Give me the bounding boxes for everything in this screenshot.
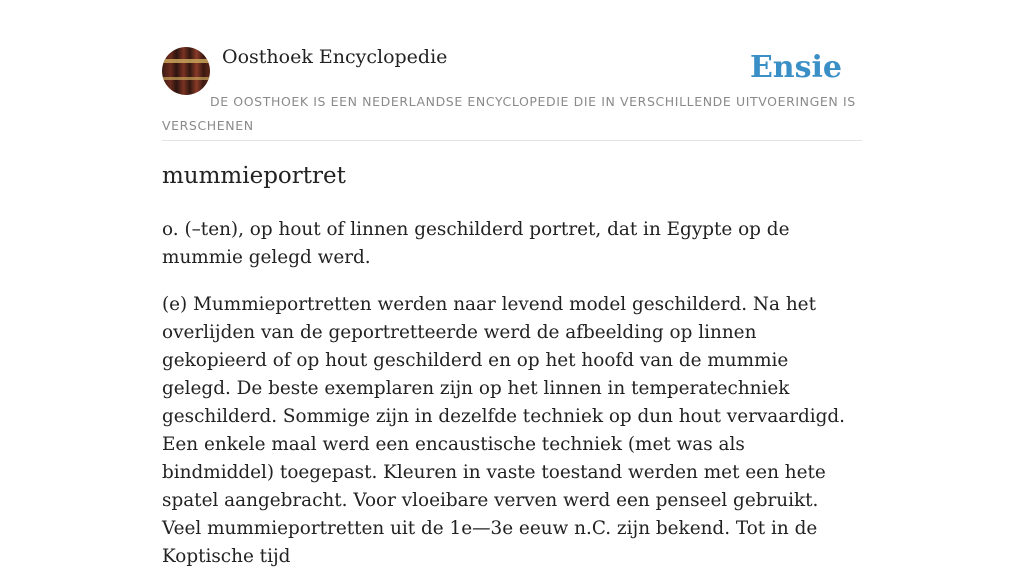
site-header	[162, 0, 862, 141]
site-name[interactable]: Oosthoek Encyclopedie	[222, 46, 448, 68]
encyclopedia-avatar[interactable]	[162, 47, 210, 95]
avatar-band	[162, 77, 210, 80]
page-container	[162, 0, 862, 567]
article-title: mummieportret	[162, 163, 346, 189]
article-paragraph: o. (–ten), op hout of linnen geschilderd portret, dat in Egypte op de mummie gelegd werd.	[162, 219, 790, 268]
avatar-band	[162, 59, 210, 63]
article-paragraph: (e) Mummieportretten werden naar levend model geschilderd. Na het overlijden van de geportretteerde werd de afbeelding op linnen gekopieerd of op hout geschilderd en op het hoofd van de mummie gelegd. De beste exemplaren zijn op het linnen in temperatechniek geschilderd. Sommige zijn in dezelfde techniek op dun hout vervaardigd. Een enkele maal werd een encaustische techniek (met was als bindmiddel) toegepast. Kleuren in vaste toestand werden met een hete spatel aangebracht. Voor vloeibare verven werd een penseel gebruikt. Veel mummieportretten uit de 1e—3e eeuw n.C. zijn bekend. Tot in de Koptische tijd	[162, 294, 846, 567]
site-tagline: DE OOSTHOEK IS EEN NEDERLANDSE ENCYCLOPEDIE DIE IN VERSCHILLENDE UITVOERINGEN IS VERSCHENEN	[162, 94, 856, 133]
ensie-logo-link[interactable]: Ensie	[749, 50, 842, 85]
